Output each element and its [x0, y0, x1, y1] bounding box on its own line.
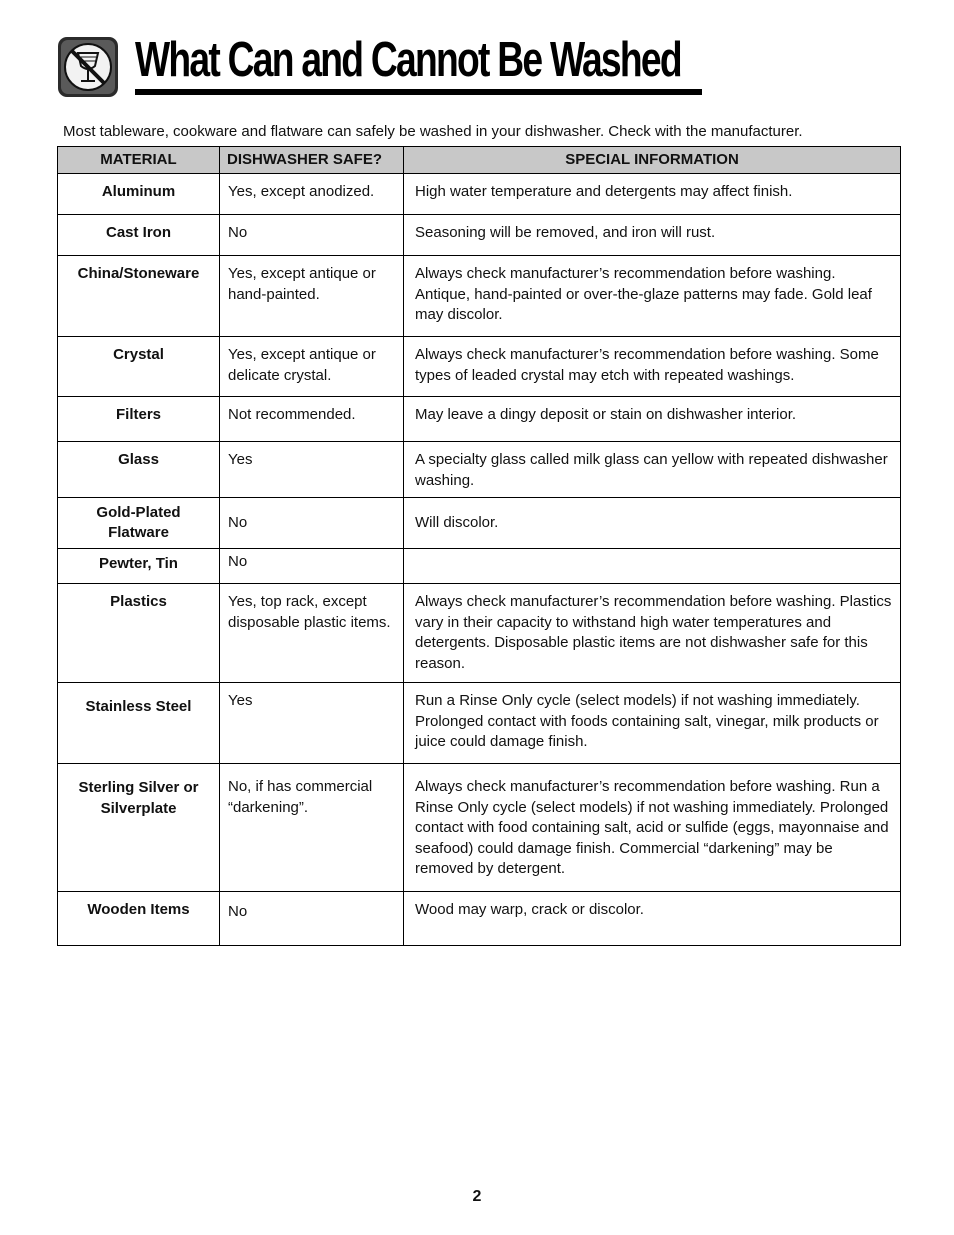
safe-cell: No, if has commercial “darkening”.	[220, 764, 404, 892]
material-cell: Plastics	[58, 584, 220, 683]
info-cell: Will discolor.	[404, 498, 901, 549]
intro-text: Most tableware, cookware and flatware can safely be washed in your dishwasher. Check with the manufacturer.	[63, 123, 803, 140]
header-special-information: SPECIAL INFORMATION	[404, 147, 901, 174]
material-cell: Cast Iron	[58, 215, 220, 256]
table-row	[58, 397, 901, 442]
title-underline	[135, 89, 702, 95]
page-title: What Can and Cannot Be Washed	[135, 33, 681, 87]
info-cell: May leave a dingy deposit or stain on dishwasher interior.	[404, 397, 901, 442]
safe-cell: No	[220, 549, 404, 584]
page-number: 2	[472, 1188, 482, 1205]
table-header-row	[58, 147, 901, 174]
table-row	[58, 764, 901, 892]
safe-cell: No	[220, 498, 404, 549]
safe-cell: Yes, except antique or hand-painted.	[220, 256, 404, 337]
table-row	[58, 549, 901, 584]
safe-cell: Yes, top rack, except disposable plastic items.	[220, 584, 404, 683]
table-row	[58, 892, 901, 946]
info-cell	[404, 549, 901, 584]
info-cell: Wood may warp, crack or discolor.	[404, 892, 901, 946]
material-cell: Crystal	[58, 337, 220, 397]
table-row	[58, 584, 901, 683]
info-cell: Always check manufacturer’s recommendation before washing. Run a Rinse Only cycle (select models) if not washing immediately. Prolonged contact with food containing salt, acid or sulfide (eggs, mayonnaise and seafood) could damage finish. Commercial “darkening” may be removed by detergent.	[404, 764, 901, 892]
material-cell: China/Stoneware	[58, 256, 220, 337]
table-row	[58, 683, 901, 764]
material-cell: Aluminum	[58, 174, 220, 215]
safe-cell: Yes	[220, 442, 404, 498]
info-cell: Run a Rinse Only cycle (select models) if not washing immediately. Prolonged contact with foods containing salt, vinegar, milk products or juice could damage finish.	[404, 683, 901, 764]
table-row	[58, 174, 901, 215]
safe-cell: No	[220, 215, 404, 256]
table-row	[58, 498, 901, 549]
no-glass-icon	[57, 36, 119, 98]
material-cell: Stainless Steel	[58, 683, 220, 764]
info-cell: Always check manufacturer’s recommendation before washing. Plastics vary in their capacity to withstand high water temperatures and detergents. Disposable plastic items are not dishwasher safe for this reason.	[404, 584, 901, 683]
material-cell: Pewter, Tin	[58, 549, 220, 584]
material-cell: Gold-Plated Flatware	[58, 498, 220, 549]
info-cell: Always check manufacturer’s recommendation before washing. Antique, hand-painted or over-the-glaze patterns may fade. Gold leaf may discolor.	[404, 256, 901, 337]
table-row	[58, 337, 901, 397]
info-cell: High water temperature and detergents may affect finish.	[404, 174, 901, 215]
material-cell: Glass	[58, 442, 220, 498]
washable-items-table	[57, 146, 901, 946]
safe-cell: Not recommended.	[220, 397, 404, 442]
header-material: MATERIAL	[58, 147, 220, 174]
table-row	[58, 442, 901, 498]
safe-cell: Yes	[220, 683, 404, 764]
table-row	[58, 256, 901, 337]
table-row	[58, 215, 901, 256]
safe-cell: Yes, except antique or delicate crystal.	[220, 337, 404, 397]
info-cell: Always check manufacturer’s recommendation before washing. Some types of leaded crystal may etch with repeated washings.	[404, 337, 901, 397]
safe-cell: Yes, except anodized.	[220, 174, 404, 215]
material-cell: Sterling Silver or Silverplate	[58, 764, 220, 892]
info-cell: A specialty glass called milk glass can yellow with repeated dishwasher washing.	[404, 442, 901, 498]
material-cell: Filters	[58, 397, 220, 442]
safe-cell: No	[220, 892, 404, 946]
material-cell: Wooden Items	[58, 892, 220, 946]
header-dishwasher-safe: DISHWASHER SAFE?	[220, 147, 404, 174]
info-cell: Seasoning will be removed, and iron will rust.	[404, 215, 901, 256]
